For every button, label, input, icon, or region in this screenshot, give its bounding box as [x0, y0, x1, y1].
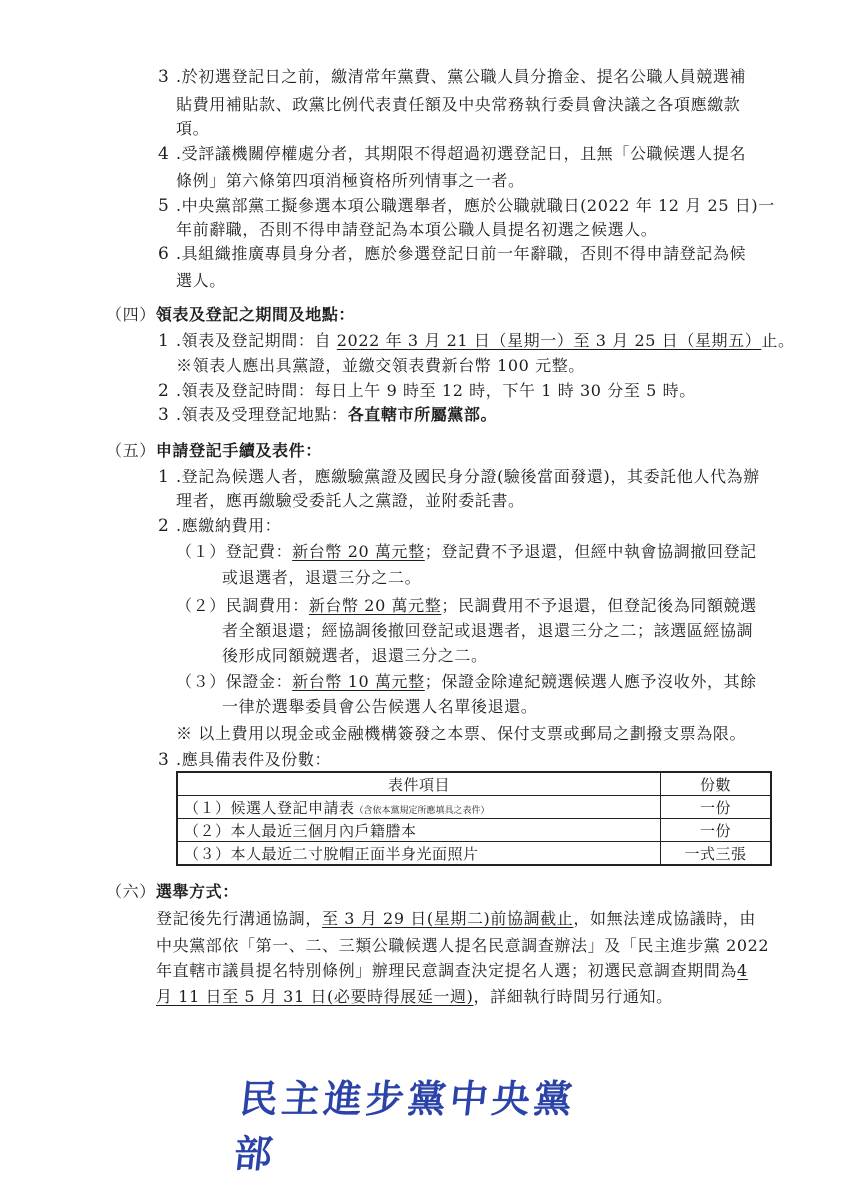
section-4-item-1-note: ※領表人應出具黨證，並繳交領表費新台幣 100 元整。	[176, 356, 585, 375]
item-3-line-1: 3 .於初選登記日之前，繳清常年黨費、黨公職人員分擔金、提名公職人員競選補	[158, 67, 747, 87]
section-6-line-4: 月 11 日至 5 月 31 日(必要時得展延一週)，詳細執行時間另行通知。	[156, 987, 673, 1006]
item-4-line-2: 條例」第六條第四項消極資格所列情事之一者。	[176, 171, 525, 190]
item-5-line-2: 年前辭職，否則不得申請登記為本項公職人員提名初選之候選人。	[176, 220, 658, 239]
section-4-item-1: 1 .領表及登記期間：自 2022 年 3 月 21 日（星期一）至 3 月 25 日（星期五）止。	[158, 331, 795, 351]
section-5-heading: （五）申請登記手續及表件：	[106, 441, 322, 460]
section-5-item-2: 2 .應繳納費用：	[158, 516, 282, 536]
table-header-row	[177, 772, 771, 796]
item-6-line-2: 選人。	[176, 271, 226, 290]
table-header-item: 表件項目	[177, 772, 661, 796]
table-row	[177, 796, 771, 819]
party-stamp: 民主進步黨中央黨部	[231, 1077, 579, 1176]
section-6-heading: （六）選舉方式：	[106, 882, 239, 901]
table-cell-item: （２）本人最近三個月內戶籍謄本	[177, 819, 661, 842]
section-6-line-3: 年直轄市議員提名特別條例」辦理民意調查決定提名人選；初選民意調查期間為4	[156, 961, 748, 980]
section-5-item-1-line-1: 1 .登記為候選人者，應繳驗黨證及國民身分證(驗後當面發還)，其委託他人代為辦	[158, 467, 760, 487]
fee-1-line-1: （１）登記費：新台幣 20 萬元整；登記費不予退還，但經中執會協調撤回登記	[176, 542, 757, 561]
section-6-line-2: 中央黨部依「第一、二、三類公職候選人提名民意調查辦法」及「民主進步黨 2022	[156, 936, 770, 955]
table-cell-item: （１）候選人登記申請表（含依本黨規定所應填具之表件）	[177, 796, 661, 819]
fee-3-line-2: 一律於選舉委員會公告候選人名單後退還。	[222, 697, 538, 716]
item-3-line-3: 項。	[176, 119, 210, 138]
section-5-item-3: 3 .應具備表件及份數：	[158, 750, 332, 770]
section-6-line-1: 登記後先行溝通協調，至 3 月 29 日(星期二)前協調截止，如無法達成協議時，由	[156, 909, 756, 928]
table-row	[177, 819, 771, 842]
section-4-item-3: 3 .領表及受理登記地點：各直轄市所屬黨部。	[158, 405, 498, 425]
section-4-item-2: 2 .領表及登記時間：每日上午 9 時至 12 時，下午 1 時 30 分至 5 時。	[158, 381, 696, 401]
item-5-line-1: 5 .中央黨部黨工擬參選本項公職選舉者，應於公職就職日(2022 年 12 月 25 日)一	[158, 196, 775, 216]
table-cell-qty: 一份	[661, 819, 772, 842]
section-4-heading: （四）領表及登記之期間及地點：	[106, 305, 356, 324]
item-3-line-2: 貼費用補貼款、政黨比例代表責任額及中央常務執行委員會決議之各項應繳款	[176, 95, 741, 114]
fee-1-line-2: 或退選者，退還三分之二。	[222, 568, 422, 587]
section-5-item-1-line-2: 理者，應再繳驗受委託人之黨證，並附委託書。	[176, 491, 525, 510]
fee-2-line-2: 者全額退還；經協調後撤回登記或退選者，退還三分之二；該選區經協調	[222, 621, 754, 640]
table-header-qty: 份數	[661, 772, 772, 796]
item-4-line-1: 4 .受評議機關停權處分者，其期限不得超過初選登記日，且無「公職候選人提名	[158, 144, 747, 164]
documents-table	[176, 771, 772, 866]
table-cell-item: （３）本人最近二寸脫帽正面半身光面照片	[177, 842, 661, 866]
payment-note: ※ 以上費用以現金或金融機構簽發之本票、保付支票或郵局之劃撥支票為限。	[176, 724, 747, 743]
fee-2-line-1: （２）民調費用：新台幣 20 萬元整；民調費用不予退還，但登記後為同額競選	[176, 596, 757, 615]
table-cell-qty: 一份	[661, 796, 772, 819]
fee-2-line-3: 後形成同額競選者，退還三分之二。	[222, 646, 488, 665]
table-row	[177, 842, 771, 866]
table-cell-qty: 一式三張	[661, 842, 772, 866]
item-6-line-1: 6 .具組織推廣專員身分者，應於參選登記日前一年辭職，否則不得申請登記為候	[158, 244, 747, 264]
fee-3-line-1: （３）保證金：新台幣 10 萬元整；保證金除違紀競選候選人應予沒收外，其餘	[176, 672, 757, 691]
